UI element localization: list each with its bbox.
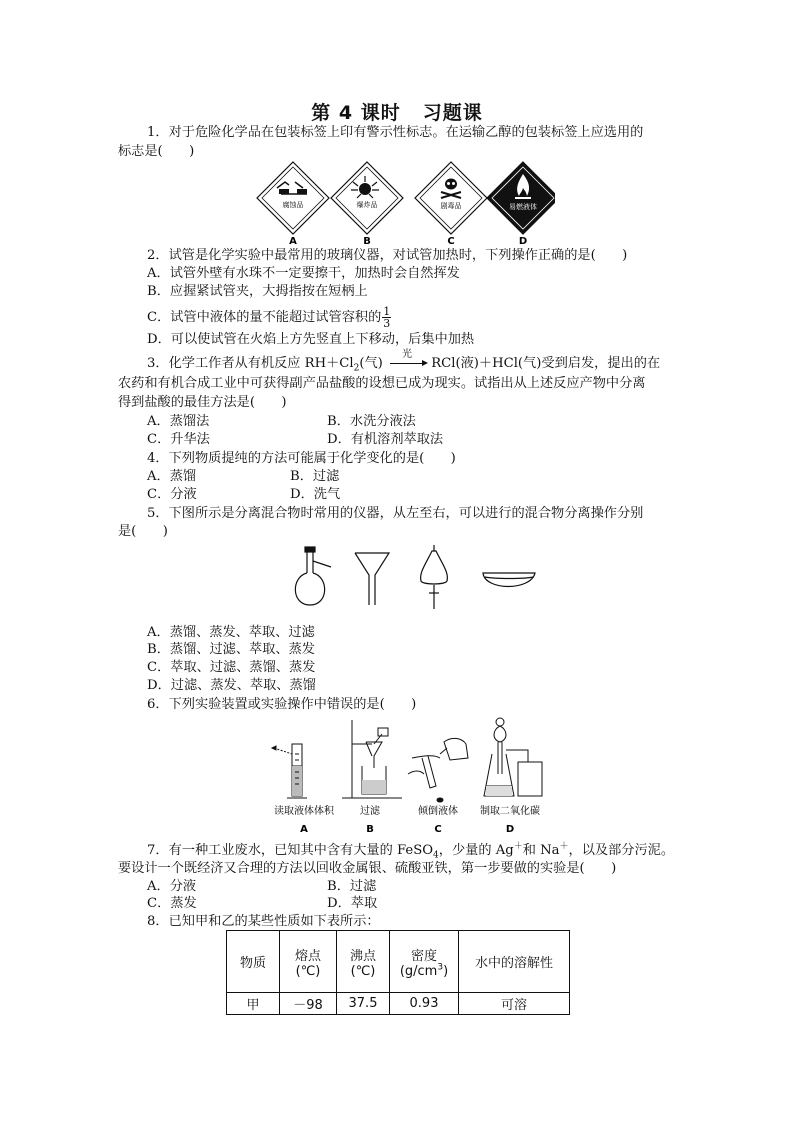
corrosive-label <box>257 162 329 246</box>
lab-operations-figure <box>262 714 552 836</box>
q5-option-b: B．蒸馏、过滤、萃取、蒸发 <box>147 642 315 657</box>
q2-option-d: D．可以使试管在火焰上方先竖直上下移动，后集中加热 <box>147 332 475 347</box>
cell-melting-point: －98 <box>280 993 337 1015</box>
op-a-letter: A <box>300 824 308 835</box>
flammable-text: 易燃液体 <box>509 203 537 211</box>
q3-option-a: A．蒸馏法 <box>147 414 210 429</box>
q7-stem-line1: 7．有一种工业废水，已知其中含有大量的 FeSO$_4$，少量的 Ag＋和 Na＋，以及部分污泥。 <box>147 841 675 861</box>
table-row <box>227 993 570 1015</box>
co2-generator-icon <box>484 718 542 796</box>
hazard-labels-figure <box>255 158 555 246</box>
q2-option-b: B．应握紧试管夹，大拇指按在短柄上 <box>147 284 368 299</box>
q7-option-d: D．萃取 <box>327 896 378 911</box>
cell-boiling-point: 37.5 <box>337 993 390 1015</box>
header-density: 密度 $(g/cm^3)$ <box>390 931 459 993</box>
op-c-label: 倾倒液体 <box>418 806 458 817</box>
separation-apparatus-figure <box>285 543 545 615</box>
graduated-cylinder-icon <box>272 744 307 798</box>
properties-table <box>226 930 570 1015</box>
header-boiling-point: 沸点 (℃) <box>337 931 390 993</box>
q5-option-c: C．萃取、过滤、蒸馏、蒸发 <box>147 660 316 675</box>
separatory-funnel-icon <box>421 545 448 609</box>
q3-stem-line3: 得到盐酸的最佳方法是( ) <box>118 395 287 410</box>
corrosive-text: 腐蚀品 <box>282 201 304 209</box>
q7-option-b: B．过滤 <box>327 879 377 894</box>
op-b-label: 过滤 <box>360 806 380 817</box>
evaporating-dish-icon <box>483 573 535 587</box>
q3-stem-line1: 3．化学工作者从有机反应 $RH+Cl_2$(气) 光 RCl(液)＋HCl(气)受到启发，提出的在 <box>147 349 661 374</box>
q5-stem-line2: 是( ) <box>118 524 168 539</box>
q5-stem-line1: 5．下图所示是分离混合物时常用的仪器，从左至右，可以进行的混合物分离操作分别 <box>147 506 644 521</box>
q4-option-b: B．过滤 <box>290 469 340 484</box>
cell-solubility: 可溶 <box>459 993 570 1015</box>
q3-option-d: D．有机溶剂萃取法 <box>327 432 444 447</box>
q5-option-a: A．蒸馏、蒸发、萃取、过滤 <box>147 625 315 640</box>
q3-option-c: C．升华法 <box>147 432 210 447</box>
q2-stem: 2．试管是化学实验中最常用的玻璃仪器，对试管加热时，下列操作正确的是( ) <box>147 248 628 263</box>
explosive-label <box>331 162 403 246</box>
flammable-liquid-label <box>487 162 555 246</box>
reaction-arrow: 光 <box>387 355 427 373</box>
q1-stem-line1: 1．对于危险化学品在包装标签上印有警示性标志。在运输乙醇的包装标签上应选用的 <box>147 125 644 140</box>
table-header-row <box>227 931 570 993</box>
q7-option-c: C．蒸发 <box>147 896 197 911</box>
op-b-letter: B <box>366 824 374 835</box>
header-substance: 物质 <box>227 931 280 993</box>
q6-stem: 6．下列实验装置或实验操作中错误的是( ) <box>147 697 417 712</box>
q4-stem: 4．下列物质提纯的方法可能属于化学变化的是( ) <box>147 451 456 466</box>
funnel-icon <box>355 553 389 605</box>
lesson-number: 第 4 课时 <box>311 102 401 124</box>
explosive-text: 爆炸品 <box>356 201 378 209</box>
q5-option-d: D．过滤、蒸发、萃取、蒸馏 <box>147 678 316 693</box>
header-melting-point: 熔点 (℃) <box>280 931 337 993</box>
q4-option-c: C．分液 <box>147 487 197 502</box>
option-a-letter: A <box>289 236 297 246</box>
header-solubility: 水中的溶解性 <box>459 931 570 993</box>
cell-substance: 甲 <box>227 993 280 1015</box>
toxic-label <box>415 162 487 246</box>
option-b-letter: B <box>363 236 371 246</box>
op-d-label: 制取二氧化碳 <box>480 806 540 817</box>
cell-density: 0.93 <box>390 993 459 1015</box>
fraction-one-third: $\frac{1}{3}$ <box>383 305 391 330</box>
op-c-letter: C <box>434 824 442 835</box>
option-c-letter: C <box>447 236 455 246</box>
q3-option-b: B．水洗分液法 <box>327 414 416 429</box>
filtration-setup-icon <box>342 720 402 798</box>
pouring-liquid-icon <box>408 738 468 802</box>
lesson-type: 习题课 <box>422 102 483 124</box>
q2-option-c: C．试管中液体的量不能超过试管容积的 $\frac{1}{3}$ <box>147 305 391 330</box>
q7-stem-line2: 要设计一个既经济又合理的方法以回收金属银、硫酸亚铁，第一步要做的实验是( ) <box>118 861 617 876</box>
q7-option-a: A．分液 <box>147 879 197 894</box>
toxic-text: 剧毒品 <box>440 202 462 210</box>
q4-option-d: D．洗气 <box>290 487 341 502</box>
op-d-letter: D <box>505 824 515 835</box>
option-d-letter: D <box>518 236 528 246</box>
distillation-flask-icon <box>295 547 331 605</box>
q8-stem: 8．已知甲和乙的某些性质如下表所示： <box>147 914 380 929</box>
page-title <box>0 98 794 125</box>
q2-option-a: A．试管外壁有水珠不一定要擦干，加热时会自然挥发 <box>147 266 460 281</box>
q4-option-a: A．蒸馏 <box>147 469 197 484</box>
q1-stem-line2: 标志是( ) <box>118 144 195 159</box>
q3-stem-line2: 农药和有机合成工业中可获得副产品盐酸的设想已成为现实。试指出从上述反应产物中分离 <box>118 376 646 391</box>
op-a-label: 读取液体体积 <box>274 806 334 817</box>
